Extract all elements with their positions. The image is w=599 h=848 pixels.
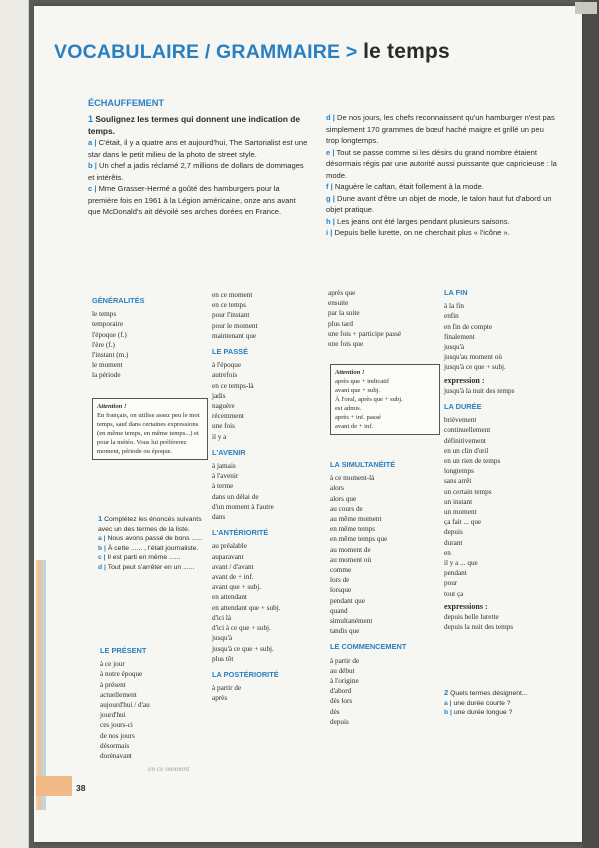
exercise-1-item-c: c | Il est parti en même ...... (98, 554, 181, 562)
book-binding (0, 0, 29, 848)
duree-term: définitivement (444, 436, 486, 445)
simultaneite-term: lorsque (330, 586, 352, 595)
time-term: en ce temps (212, 301, 246, 310)
passe-term: naguère (212, 402, 235, 411)
commencement-term: dès (330, 707, 340, 716)
simultaneite-term: en même temps que (330, 535, 388, 544)
simultaneite-term: quand (330, 606, 348, 615)
passe-term: une fois (212, 422, 235, 431)
intro-left-column (88, 114, 308, 218)
duree-term: brièvement (444, 416, 477, 425)
exercise-1-instruction: 1 Complétez les énoncés suivants avec un des termes de la liste. (98, 514, 202, 533)
anteriorite-term: jusqu'à ce que + subj. (212, 644, 274, 653)
simultaneite-term: tandis que (330, 627, 360, 636)
simultaneite-term: en même temps (330, 525, 376, 534)
simultaneite-term: au cours de (330, 504, 363, 513)
posteriorite-term: par la suite (328, 309, 360, 318)
attention-line: est admis. (335, 405, 362, 412)
exercise-2-item-a: a | une durée courte ? (444, 699, 511, 707)
time-term: pour le moment (212, 321, 258, 330)
sentence-b: b | Un chef a jadis réclamé 2,7 millions de dollars de dommages et intérêts. (88, 161, 304, 182)
fin-term: jusqu'au moment où (444, 353, 502, 362)
exercise-1 (98, 514, 210, 573)
passe-term: jadis (212, 391, 226, 400)
page-color-tabs (36, 560, 46, 810)
commencement-term: dès lors (330, 697, 353, 706)
exercise-1-item-a: a | Nous avons passé de bons ...... (98, 535, 203, 543)
generalites-term: l'instant (m.) (92, 351, 129, 360)
present-term: à notre époque (100, 670, 143, 679)
commencement-heading: LE COMMENCEMENT (330, 642, 407, 652)
generalites-term: le temps (92, 310, 117, 319)
title-part-1: VOCABULAIRE / GRAMMAIRE (54, 41, 341, 63)
present-term: à présent (100, 680, 126, 689)
anteriorite-term: d'ici là (212, 613, 232, 622)
present-term: actuellement (100, 690, 137, 699)
anteriorite-term: plus tôt (212, 654, 234, 663)
simultaneite-term: alors (330, 484, 344, 493)
expression-value: jusqu'à la nuit des temps (444, 386, 515, 395)
handwritten-note: en ce moment (148, 764, 190, 773)
anteriorite-term: en attendant que + subj. (212, 603, 281, 612)
present-heading: LE PRÉSENT (100, 646, 147, 655)
attention-line: avant de + inf. (335, 423, 374, 430)
generalites-heading: GÉNÉRALITÉS (92, 296, 145, 305)
column-1 (92, 296, 207, 381)
fin-heading: LA FIN (444, 288, 468, 297)
fin-term: à la fin (444, 302, 464, 311)
page-title (54, 40, 450, 64)
attention-line: avant que + subj. (335, 387, 381, 394)
anteriorite-term: jusqu'à (212, 634, 233, 643)
expression-term: depuis la nuit des temps (444, 623, 514, 632)
fin-term: enfin (444, 312, 459, 321)
anteriorite-heading: L'ANTÉRIORITÉ (212, 528, 269, 538)
passe-term: récemment (212, 412, 244, 421)
sentence-c: c | Mme Grasser-Hermé a goûté des hamburgers pour la première fois en 1961 à la Légion américaine, onze ans avant que McDonald's ait dévoilé ses arches dorées en France. (88, 184, 296, 216)
sentence-h: h | Les jeans ont été larges pendant plusieurs saisons. (326, 216, 510, 226)
attention-line: À l'oral, après que + subj. (335, 396, 403, 403)
sentence-i: i | Depuis belle lurette, on ne cherchait plus « l'icône ». (326, 228, 510, 237)
passe-heading: LE PASSÉ (212, 347, 249, 357)
generalites-term: le moment (92, 361, 123, 370)
page-number: 38 (76, 783, 86, 793)
expression-label: expression : (444, 375, 485, 385)
present-term: désormais (100, 741, 130, 750)
posteriorite-term: une fois + participe passé (328, 329, 402, 338)
exercise-2-item-b: b | une durée longue ? (444, 709, 513, 717)
column-3 (328, 288, 438, 349)
column-2 (212, 290, 324, 704)
posteriorite-term: à partir de (212, 684, 242, 693)
duree-term: continuellement (444, 426, 491, 435)
present-column (100, 646, 210, 761)
simultaneite-term: alors que (330, 494, 357, 503)
posteriorite-term: une fois que (328, 340, 364, 349)
present-term: de nos jours (100, 731, 135, 740)
present-term: dorénavant (100, 752, 132, 761)
sentence-a: a | C'était, il y a quatre ans et aujourd'hui, The Sartorialist est une star dans le petit milieu de la photo de street style. (88, 138, 308, 159)
posteriorite-term: ensuite (328, 299, 349, 308)
passe-term: à l'époque (212, 361, 242, 370)
attention-line: après que + indicatif (335, 378, 390, 385)
exercise-2-instruction: 2 Quels termes désignent... (444, 688, 528, 697)
simultaneite-heading: LA SIMULTANÉITÉ (330, 460, 396, 469)
duree-term: en un rien de temps (444, 457, 501, 466)
duree-term: en (444, 548, 451, 557)
avenir-term: à jamais (212, 462, 236, 471)
commencement-term: d'abord (330, 687, 352, 696)
attention-title: Attention ! (97, 403, 127, 410)
posteriorite-term: plus tard (328, 319, 353, 328)
duree-term: ça fait ... que (444, 518, 482, 527)
anteriorite-term: d'ici à ce que + subj. (212, 624, 271, 633)
duree-term: pour (444, 579, 458, 588)
present-term: jourd'hui (100, 711, 126, 720)
page-edge-shadow (583, 0, 599, 848)
simultaneite-term: lors de (330, 576, 350, 585)
duree-term: en un clin d'œil (444, 446, 489, 455)
commencement-term: au début (330, 666, 355, 675)
sentence-d: d | De nos jours, les chefs reconnaissent qu'un hamburger n'est pas simplement 170 grammes de bœuf haché maigre et grillé un peu trop longtemps. (326, 113, 555, 145)
fin-term: finalement (444, 332, 475, 341)
expression-term: depuis belle lurette (444, 613, 499, 622)
generalites-term: temporaire (92, 320, 124, 329)
duree-term: il y a ... que (444, 559, 478, 568)
exercise-1-question: 1 Soulignez les termes qui donnent une indication de temps. (88, 114, 301, 136)
duree-term: un certain temps (444, 487, 492, 496)
simultaneite-term: au même moment (330, 515, 382, 524)
column-4 (444, 288, 560, 633)
commencement-term: depuis (330, 717, 349, 726)
commencement-term: à partir de (330, 656, 360, 665)
fin-term: jusqu'à (444, 343, 465, 352)
duree-term: tout ça (444, 589, 464, 598)
time-term: pour l'instant (212, 311, 250, 320)
anteriorite-term: avant de + inf. (212, 573, 254, 582)
generalites-term: la période (92, 371, 121, 380)
anteriorite-term: avant que + subj. (212, 583, 262, 592)
passe-term: il y a (212, 432, 227, 441)
attention-box-2 (330, 364, 440, 435)
passe-term: en ce temps-là (212, 381, 254, 390)
intro-right-column (326, 112, 558, 239)
corner-tab (575, 2, 597, 14)
simultaneite-term: comme (330, 566, 352, 575)
anteriorite-term: avant / d'avant (212, 562, 254, 571)
avenir-term: d'un moment à l'autre (212, 502, 274, 511)
posteriorite-heading: LA POSTÉRIORITÉ (212, 669, 279, 679)
posteriorite-term: après que (328, 289, 356, 297)
duree-term: un moment (444, 508, 477, 517)
anteriorite-term: en attendant (212, 593, 247, 602)
sentence-f: f | Naguère le caftan, était follement à la mode. (326, 182, 484, 191)
simultaneite-term: pendant que (330, 596, 365, 605)
present-term: ces jours-ci (100, 721, 133, 730)
exercise-2 (444, 688, 562, 718)
duree-heading: LA DURÉE (444, 402, 482, 412)
duree-term: pendant (444, 569, 467, 578)
time-term: maintenant que (212, 331, 257, 340)
duree-term: longtemps (444, 467, 474, 476)
anteriorite-term: au préalable (212, 542, 247, 551)
generalites-term: l'époque (f.) (92, 330, 127, 339)
avenir-term: dans (212, 513, 226, 522)
exercise-1-item-d: d | Tout peut s'arrêter en un ...... (98, 563, 195, 571)
title-part-2: le temps (363, 40, 450, 63)
generalites-term: l'ère (f.) (92, 340, 115, 349)
fin-term: jusqu'à ce que + subj. (444, 363, 506, 372)
attention-text: En français, on utilise assez peu le mot temps, sauf dans certaines expressions (en même temps, en même temps...) et pour la météo. Vous lui préférerez moment, période ou époque. (97, 412, 200, 455)
commencement-term: à l'origine (330, 677, 359, 686)
echauffement-heading: ÉCHAUFFEMENT (88, 98, 165, 108)
sentence-e: e | Tout se passe comme si les désirs du grand nombre étaient désormais régis par une autorité aussi puissante que capricieuse : la mode. (326, 147, 557, 180)
duree-term: sans arrêt (444, 477, 472, 486)
exercise-1-item-b: b | À cette ...... , l'était journaliste. (98, 544, 199, 552)
passe-term: autrefois (212, 371, 238, 380)
attention-2-title: Attention ! (335, 369, 365, 376)
avenir-term: à l'avenir (212, 472, 239, 481)
avenir-heading: L'AVENIR (212, 447, 246, 457)
posteriorite-term: après (212, 694, 228, 703)
avenir-term: dans un délai de (212, 492, 259, 501)
present-term: à ce jour (100, 660, 125, 669)
attention-box-1 (92, 398, 208, 460)
page-number-tab (36, 776, 72, 796)
title-separator: > (345, 41, 358, 63)
duree-term: depuis (444, 528, 463, 537)
expressions-label: expressions : (444, 601, 488, 611)
simultaneite-term: au moment de (330, 545, 371, 554)
duree-term: durant (444, 538, 463, 547)
present-term: aujourd'hui / d'au (100, 701, 150, 710)
fin-term: en fin de compte (444, 322, 493, 331)
avenir-term: à terme (212, 482, 234, 491)
anteriorite-term: auparavant (212, 552, 244, 561)
duree-term: un instant (444, 497, 473, 506)
simultaneite-term: à ce moment-là (330, 474, 375, 483)
simultaneite-term: simultanément (330, 617, 373, 626)
sentence-g: g | Dune avant d'être un objet de mode, le talon haut fut d'abord un objet pratique. (326, 193, 552, 214)
column-3-lower (330, 460, 440, 727)
time-term: en ce moment (212, 291, 253, 299)
simultaneite-term: au moment où (330, 555, 372, 564)
attention-line: après + inf. passé (335, 414, 381, 421)
